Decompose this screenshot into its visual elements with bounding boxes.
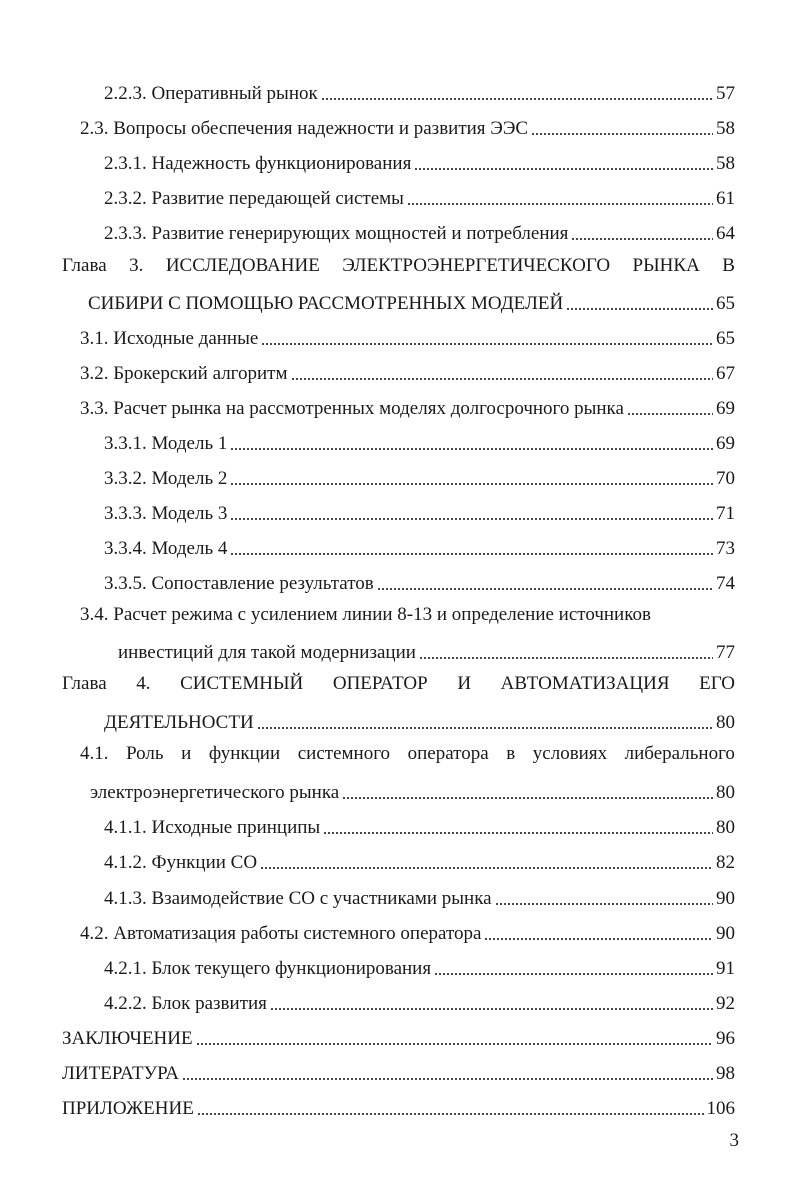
dot-leader	[571, 233, 713, 241]
word: 3.	[129, 255, 144, 276]
word: Роль	[126, 743, 164, 764]
toc-entry-page: 65	[716, 293, 735, 314]
toc-entry-3-3[interactable]	[80, 387, 735, 421]
dot-leader	[291, 373, 714, 381]
toc-entry-page: 73	[716, 538, 735, 559]
toc-entry-3-1[interactable]	[80, 317, 735, 351]
word: 4.1.	[80, 743, 109, 764]
dot-leader	[531, 128, 713, 136]
toc-entry-title: СИБИРИ С ПОМОЩЬЮ РАССМОТРЕННЫХ МОДЕЛЕЙ	[88, 293, 564, 314]
toc-entry-page: 74	[716, 573, 735, 594]
toc-entry-page: 90	[716, 923, 735, 944]
toc-entry-2-3-2[interactable]	[104, 177, 735, 211]
toc-entry-4-2-2[interactable]	[104, 982, 735, 1016]
toc-entry-title: 3.3.5. Сопоставление результатов	[104, 573, 374, 594]
word: в	[506, 743, 516, 764]
dot-leader	[182, 1073, 713, 1081]
dot-leader	[627, 408, 713, 416]
dot-leader	[323, 827, 713, 835]
word: В	[722, 255, 735, 276]
toc-entry-title: электроэнергетического рынка	[90, 782, 340, 803]
toc-entry-title: инвестиций для такой модернизации	[118, 642, 416, 663]
toc-entry-4-1-1[interactable]	[104, 806, 735, 840]
dot-leader	[407, 198, 713, 206]
toc-entry-3-3-5[interactable]	[104, 562, 735, 596]
toc-entry-page: 96	[716, 1028, 735, 1049]
dot-leader	[495, 898, 713, 906]
toc-entry-4-1[interactable]	[90, 771, 735, 805]
word: системного	[297, 743, 391, 764]
dot-leader	[230, 478, 713, 486]
toc-entry-2-3-3[interactable]	[104, 212, 735, 246]
dot-leader	[321, 93, 713, 101]
dot-leader	[484, 933, 713, 941]
toc-entry-page: 64	[716, 223, 735, 244]
toc-entry-title: 3.3. Расчет рынка на рассмотренных моделях долгосрочного рынка	[80, 398, 624, 419]
toc-entry-title: ДЕЯТЕЛЬНОСТИ	[104, 712, 254, 733]
word: ЭЛЕКТРОЭНЕРГЕТИЧЕСКОГО	[342, 255, 611, 276]
toc-entry-page: 70	[716, 468, 735, 489]
toc-entry-3-4[interactable]	[118, 631, 735, 665]
dot-leader	[261, 338, 713, 346]
word: ЕГО	[699, 673, 735, 694]
dot-leader	[257, 722, 713, 730]
toc-entry-title: 2.2.3. Оперативный рынок	[104, 83, 318, 104]
word: Глава	[62, 673, 107, 694]
toc-entry-3-3-1[interactable]	[104, 422, 735, 456]
toc-entry-3-2[interactable]	[80, 352, 735, 386]
word: АВТОМАТИЗАЦИЯ	[500, 673, 670, 694]
toc-entry-title: 3.3.4. Модель 4	[104, 538, 228, 559]
word: либерального	[624, 743, 735, 764]
toc-entry-page: 80	[716, 712, 735, 733]
dot-leader	[566, 303, 713, 311]
toc-entry-page: 71	[716, 503, 735, 524]
dot-leader	[434, 968, 713, 976]
word: и	[181, 743, 192, 764]
toc-entry-page: 92	[716, 993, 735, 1014]
toc-entry-page: 80	[716, 817, 735, 838]
dot-leader	[377, 583, 713, 591]
toc-entry-page: 98	[716, 1063, 735, 1084]
word: ОПЕРАТОР	[332, 673, 428, 694]
toc-entry-title: 4.1.3. Взаимодействие СО с участниками рынка	[104, 888, 492, 909]
toc-entry-4-1-2[interactable]	[104, 841, 735, 875]
toc-entry-title: 2.3.2. Развитие передающей системы	[104, 188, 404, 209]
toc-entry-page: 58	[716, 118, 735, 139]
toc-entry-4-1-3[interactable]	[104, 877, 735, 911]
dot-leader	[196, 1038, 713, 1046]
toc-entry-title: 4.2.1. Блок текущего функционирования	[104, 958, 432, 979]
toc-entry-2-2-3[interactable]	[104, 72, 735, 106]
word: ИССЛЕДОВАНИЕ	[165, 255, 320, 276]
toc-entry-page: 106	[706, 1098, 735, 1119]
dot-leader	[342, 792, 713, 800]
toc-entry-title: 2.3. Вопросы обеспечения надежности и развития ЭЭС	[80, 118, 529, 139]
toc-entry-title: 4.1.1. Исходные принципы	[104, 817, 321, 838]
toc-entry-literature[interactable]	[62, 1052, 735, 1086]
toc-entry-4-2-1[interactable]	[104, 947, 735, 981]
toc-entry-page: 69	[716, 433, 735, 454]
toc-entry-title: 3.3.3. Модель 3	[104, 503, 228, 524]
toc-entry-title: 3.3.2. Модель 2	[104, 468, 228, 489]
toc-entry-title: 3.1. Исходные данные	[80, 328, 259, 349]
toc-entry-title: 4.1.2. Функции СО	[104, 852, 258, 873]
toc-entry-title: 3.4. Расчет режима с усилением линии 8-13 и определение источников	[80, 604, 651, 625]
toc-entry-page: 69	[716, 398, 735, 419]
dot-leader	[230, 513, 713, 521]
toc-entry-2-3[interactable]	[80, 107, 735, 141]
toc-entry-title: ЛИТЕРАТУРА	[62, 1063, 179, 1084]
toc-entry-page: 77	[716, 642, 735, 663]
toc-entry-page: 57	[716, 83, 735, 104]
toc-chapter-3-line1[interactable]	[62, 254, 735, 278]
toc-entry-appendix[interactable]	[62, 1087, 735, 1121]
toc-chapter-4[interactable]	[104, 701, 735, 735]
toc-chapter-4-line1[interactable]	[62, 672, 735, 696]
toc-entry-2-3-1[interactable]	[104, 142, 735, 176]
dot-leader	[270, 1003, 713, 1011]
toc-entry-conclusion[interactable]	[62, 1017, 735, 1051]
word: 4.	[136, 673, 151, 694]
toc-entry-3-3-2[interactable]	[104, 457, 735, 491]
toc-entry-page: 65	[716, 328, 735, 349]
dot-leader	[230, 443, 713, 451]
toc-entry-3-3-4[interactable]	[104, 527, 735, 561]
toc-entry-title: ПРИЛОЖЕНИЕ	[62, 1098, 194, 1119]
toc-chapter-3[interactable]	[88, 282, 735, 316]
toc-entry-page: 61	[716, 188, 735, 209]
word: РЫНКА	[632, 255, 700, 276]
word: оператора	[407, 743, 489, 764]
page-number: 3	[729, 1130, 739, 1151]
toc-entry-title: 2.3.1. Надежность функционирования	[104, 153, 412, 174]
toc-entry-page: 67	[716, 363, 735, 384]
toc-entry-page: 80	[716, 782, 735, 803]
dot-leader	[197, 1108, 704, 1116]
toc-entry-page: 58	[716, 153, 735, 174]
word: И	[457, 673, 472, 694]
toc-entry-page: 82	[716, 852, 735, 873]
toc-entry-title: 4.2.2. Блок развития	[104, 993, 267, 1014]
word: функции	[208, 743, 281, 764]
toc-entry-3-3-3[interactable]	[104, 492, 735, 526]
toc-entry-4-2[interactable]	[80, 912, 735, 946]
word: условиях	[532, 743, 608, 764]
toc-entry-title: 3.2. Брокерский алгоритм	[80, 363, 288, 384]
toc-entry-title: ЗАКЛЮЧЕНИЕ	[62, 1028, 193, 1049]
toc-entry-3-4-line1[interactable]	[80, 603, 651, 627]
toc-entry-4-1-line1[interactable]	[80, 742, 735, 766]
toc-entry-page: 91	[716, 958, 735, 979]
word: СИСТЕМНЫЙ	[180, 673, 304, 694]
toc-entry-title: 4.2. Автоматизация работы системного оператора	[80, 923, 482, 944]
word: Глава	[62, 255, 107, 276]
dot-leader	[419, 652, 713, 660]
toc-entry-page: 90	[716, 888, 735, 909]
dot-leader	[260, 862, 713, 870]
toc-entry-title: 2.3.3. Развитие генерирующих мощностей и потребления	[104, 223, 569, 244]
dot-leader	[414, 163, 713, 171]
toc-entry-title: 3.3.1. Модель 1	[104, 433, 228, 454]
dot-leader	[230, 548, 713, 556]
